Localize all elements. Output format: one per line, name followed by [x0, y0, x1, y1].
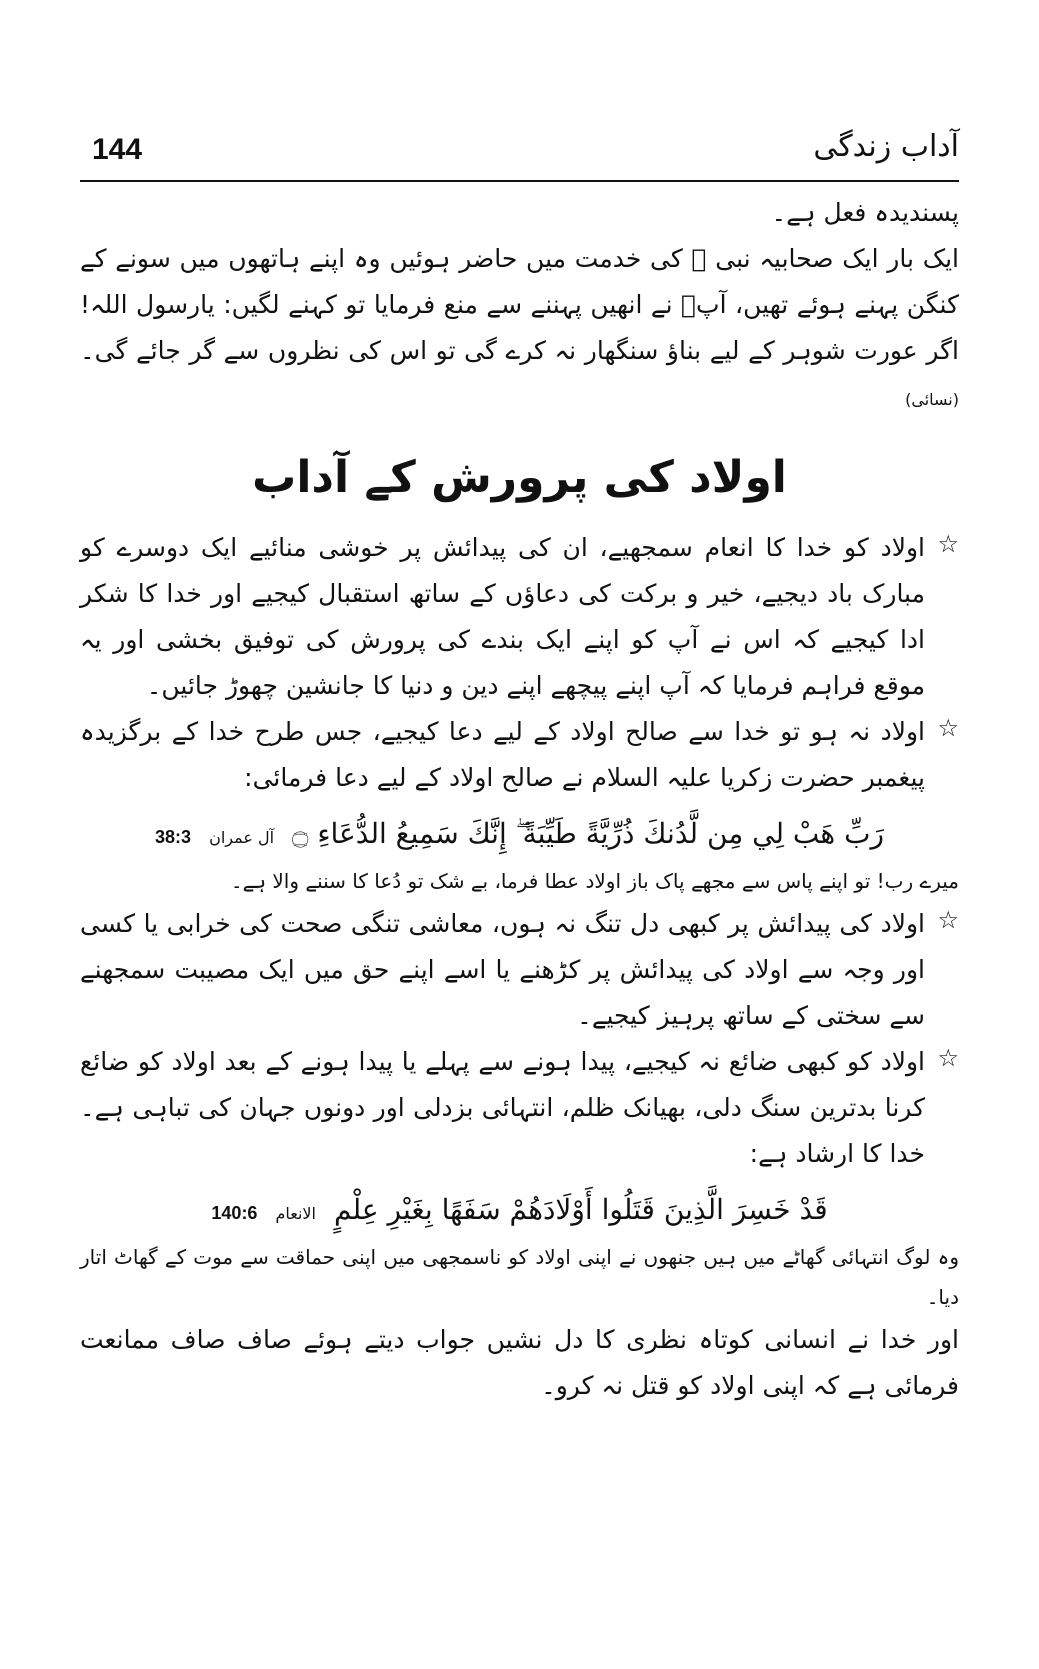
bullet-text: اولاد کو کبھی ضائع نہ کیجیے، پیدا ہونے سے پہلے یا پیدا ہونے کے بعد اولاد کو ضائع کرنا بدترین سنگ دلی، بھیانک ظلم، انتہائی بزدلی اور دونوں جہان کی تباہی ہے۔ خدا کا ارشاد ہے: [80, 1047, 925, 1168]
star-icon: ☆ [937, 714, 959, 742]
header-rule [80, 180, 959, 182]
bullet-text: اولاد کو خدا کا انعام سمجھیے، ان کی پیدائش پر خوشی منائیے ایک دوسرے کو مبارک باد دیجیے، خیر و برکت کی دعاؤں کے ساتھ استقبال کیجیے اور خدا کا شکر ادا کیجیے کہ اس نے آپ کو اپنے ایک بندے کی پرورش کی توفیق بخشی اور یہ موقع فراہم فرمایا کہ آپ اپنے پیچھے اپنے دین و دنیا کا جانشین چھوڑ جائیں۔ [80, 533, 925, 700]
citation: (نسائی) [905, 390, 959, 409]
page-number: 144 [92, 133, 143, 166]
bullet-text: اولاد کی پیدائش پر کبھی دل تنگ نہ ہوں، معاشی تنگی صحت کی خرابی یا کسی اور وجہ سے اولاد کی پیدائش پر کڑھنے یا اسے اپنے حق میں ایک مصیبت سمجھنے سے سختی کے ساتھ پرہیز کیجیے۔ [80, 909, 925, 1030]
star-icon: ☆ [937, 1044, 959, 1072]
intro-text: ایک بار ایک صحابیہ نبی ﷺ کی خدمت میں حاضر ہوئیں وہ اپنے ہاتھوں میں سونے کے کنگن پہنے ہوئے تھیں، آپؐ نے انھیں پہننے سے منع فرمایا تو کہنے لگیں: یارسول اللہ! اگر عورت شوہر کے لیے بناؤ سنگھار نہ کرے گی تو اس کی نظروں سے گر جائے گی۔ [80, 244, 959, 365]
section-heading: اولاد کی پرورش کے آداب [252, 452, 787, 503]
closing-paragraph [80, 1317, 959, 1409]
bullet-item [80, 901, 959, 1039]
verse-surah: آل عمران [209, 828, 275, 847]
running-title: آداب زندگی [813, 129, 959, 164]
page-header [80, 125, 959, 175]
closing-text: اور خدا نے انسانی کوتاہ نظری کا دل نشیں جواب دیتے ہوئے صاف صاف ممانعت فرمائی ہے کہ اپنی اولاد کو قتل نہ کرو۔ [80, 1325, 959, 1400]
star-icon: ☆ [937, 906, 959, 934]
bullet-item [80, 525, 959, 709]
verse-arabic: قَدْ خَسِرَ الَّذِينَ قَتَلُوا أَوْلَادَهُمْ سَفَهًا بِغَيْرِ عِلْمٍ [333, 1193, 828, 1226]
bullet-item [80, 709, 959, 801]
verse-reference: 38:3 [155, 827, 192, 847]
star-icon: ☆ [937, 530, 959, 558]
verse-surah: الانعام [275, 1204, 316, 1223]
intro-paragraph [80, 236, 959, 423]
bullet-item [80, 1039, 959, 1177]
verse-arabic: رَبِّ هَبْ لِي مِن لَّدُنكَ ذُرِّيَّةً طَيِّبَةً ۖ إِنَّكَ سَمِيعُ الدُّعَاءِ ۝ [292, 817, 884, 850]
verse-translation: وہ لوگ انتہائی گھاٹے میں ہیں جنھوں نے اپنی اولاد کو ناسمجھی میں اپنی حماقت سے موت کے گھاٹ اتار دیا۔ [80, 1245, 959, 1309]
verse-reference: 140:6 [211, 1203, 258, 1223]
continuation-line: پسندیدہ فعل ہے۔ [771, 198, 959, 227]
verse-translation: میرے رب! تو اپنے پاس سے مجھے پاک باز اولاد عطا فرما، بے شک تو دُعا کا سننے والا ہے۔ [230, 869, 959, 893]
bullet-text: اولاد نہ ہو تو خدا سے صالح اولاد کے لیے دعا کیجیے، جس طرح خدا کے برگزیدہ پیغمبر حضرت زکریا علیہ السلام نے صالح اولاد کے لیے دعا فرمائی: [80, 717, 925, 792]
page-body [80, 190, 959, 1409]
quran-verse [80, 1185, 959, 1235]
quran-verse [80, 809, 959, 859]
